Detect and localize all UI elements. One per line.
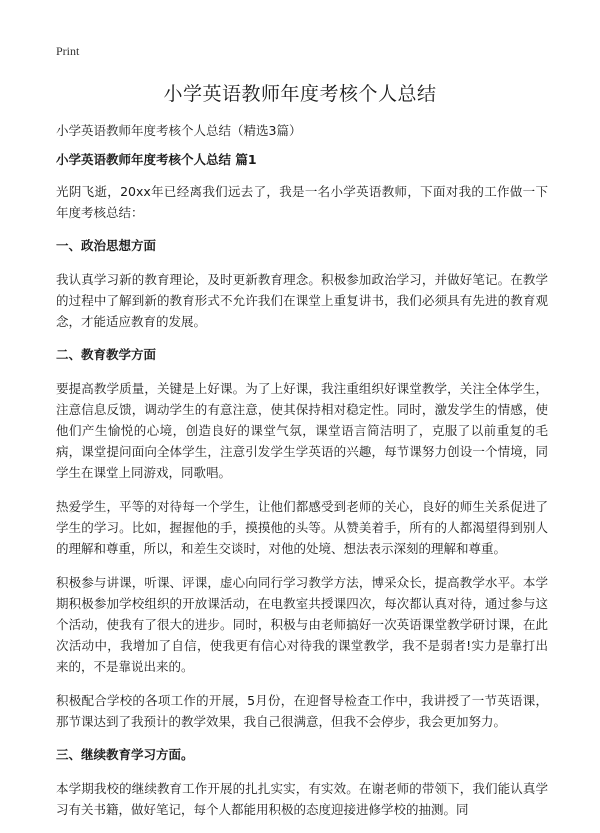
paragraph: 热爱学生，平等的对待每一个学生，让他们都感受到老师的关心，良好的师生关系促进了学生的学习。比如，握握他的手，摸摸他的头等。从赞美着手，所有的人都渴望得到别人的理解和尊重，所以，和差生交谈时，对他的处境、想法表示深刻的理解和尊重。 [56, 499, 548, 556]
section-heading-politics: 一、政治思想方面 [56, 238, 157, 253]
paragraph: 积极参与讲课，听课、评课，虚心向同行学习教学方法，博采众长，提高教学水平。本学期积极参加学校组织的开放课活动，在电教室共授课四次，每次都认真对待，通过参与这个活动，使我有了很大的进步。同时，积极与由老师搞好一次英语课堂教学研讨课，在此次活动中，我增加了自信，使我更有信心对待我的课堂教学，我不是弱者!实力是靠打出来的，不是靠说出来的。 [56, 575, 548, 674]
print-link[interactable]: Print [56, 44, 80, 58]
section-heading-teaching: 二、教育教学方面 [56, 347, 157, 362]
paragraph: 要提高教学质量，关键是上好课。为了上好课，我注重组织好课堂教学，关注全体学生，注意信息反馈，调动学生的有意注意，使其保持相对稳定性。同时，激发学生的情感，使他们产生愉悦的心境，创造良好的课堂气氛，课堂语言简洁明了，克服了以前重复的毛病，课堂提问面向全体学生，注意引发学生学英语的兴趣，每节课努力创设一个情境，同学生在课堂上同游戏，同歌唱。 [56, 381, 548, 480]
article-body [56, 150, 548, 833]
paragraph: 我认真学习新的教育理论，及时更新教育理念。积极参加政治学习，并做好笔记。在教学的过程中了解到新的教育形式不允许我们在课堂上重复讲书，我们必须具有先进的教育观念，才能适应教育的发展。 [56, 272, 548, 329]
article-heading: 小学英语教师年度考核个人总结 篇1 [56, 152, 257, 167]
document-subtitle: 小学英语教师年度考核个人总结（精选3篇） [56, 123, 302, 138]
page-title: 小学英语教师年度考核个人总结 [163, 83, 437, 105]
intro-paragraph: 光阴飞逝，20xx年已经离我们远去了，我是一名小学英语教师，下面对我的工作做一下年度考核总结： [56, 184, 548, 220]
paragraph: 本学期我校的继续教育工作开展的扎扎实实，有实效。在谢老师的带领下，我们能认真学习有关书籍，做好笔记，每个人都能用积极的态度迎接进修学校的抽测。同 [56, 781, 548, 817]
section-heading-continuing-education: 三、继续教育学习方面。 [56, 747, 194, 762]
paragraph: 积极配合学校的各项工作的开展，5月份，在迎督导检查工作中，我讲授了一节英语课，那节课达到了我预计的教学效果，我自己很满意，但我不会停步，我会更加努力。 [56, 693, 548, 729]
